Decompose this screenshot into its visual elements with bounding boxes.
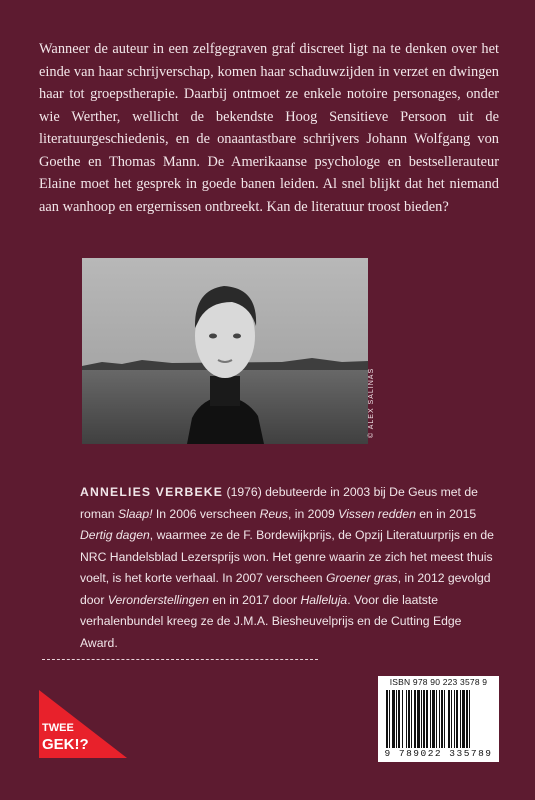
barcode-bar <box>462 690 465 748</box>
barcode-bar <box>406 690 407 748</box>
barcode-bar <box>432 690 435 748</box>
barcode-bar <box>421 690 422 748</box>
barcode-bar <box>454 690 455 748</box>
barcode-bar <box>451 690 452 748</box>
barcode-bar <box>448 690 450 748</box>
barcode-bar <box>389 690 390 748</box>
barcode-bar <box>408 690 410 748</box>
barcode-bar <box>469 690 470 748</box>
barcode-bar <box>402 690 403 748</box>
author-bio <box>80 482 498 654</box>
bio-text: . Voor die laatste verhalenbundel kreeg ze de J.M.A. Biesheuvelprijs en de Cutting Edge Award. <box>80 592 462 650</box>
barcode-bar <box>392 690 395 748</box>
bio-text: In 2006 verscheen <box>152 506 260 521</box>
bio-text: en in 2017 door <box>208 592 301 607</box>
bio-text: , in 2009 <box>288 506 339 521</box>
barcode-bar <box>441 690 443 748</box>
barcode-bars <box>386 690 492 748</box>
barcode-bar <box>423 690 425 748</box>
barcode-bar <box>414 690 416 748</box>
barcode-bar <box>456 690 458 748</box>
barcode-bar <box>417 690 420 748</box>
author-photo <box>82 258 368 444</box>
barcode-bar <box>386 690 388 748</box>
book-title: Halleluja <box>300 592 348 607</box>
photo-credit: © ALEX SALINAS <box>368 367 375 438</box>
barcode-bar <box>460 690 461 748</box>
barcode-bar <box>436 690 437 748</box>
barcode-bar <box>396 690 397 748</box>
logo-line2: GEK!? <box>42 736 89 753</box>
logo-line1: TWEE <box>42 722 74 734</box>
barcode-bar <box>444 690 445 748</box>
author-name: ANNELIES VERBEKE <box>80 485 224 499</box>
back-cover-blurb: Wanneer de auteur in een zelfgegraven graf discreet ligt na te denken over het einde van haar schrijverschap, komen haar schaduwzijden in verzet en dwingen haar tot groepstherapie. Daarbij ontmoet ze enkele notoire personages, onder wie Werther, wellicht de bekendste Hoog Sensitieve Persoon uit de literatuurgeschiedenis, en de onaantastbare schrijvers Johann Wolfgang von Goethe en Thomas Mann. De Amerikaanse psychologe en bestsellerauteur Elaine moet het gesprek in goede banen leiden. Al snel blijkt dat het niemand aan wanhoop en ergernissen ontbreekt. Kan de literatuur troost bieden? <box>39 41 499 215</box>
book-title: Dertig dagen <box>80 528 150 542</box>
barcode-bar <box>466 690 468 748</box>
book-title: Veronderstellingen <box>107 592 209 607</box>
bio-text: en in 2015 <box>415 506 477 521</box>
barcode-bar <box>398 690 400 748</box>
isbn-label: ISBN 978 90 223 3578 9 <box>389 677 488 687</box>
book-title: Reus <box>259 506 289 521</box>
book-title: Vissen redden <box>338 506 416 521</box>
dashed-divider <box>42 659 318 660</box>
book-title: Slaap! <box>117 506 153 521</box>
bio-text: , waarmee ze de F. Bordewijkprijs, de Opzij Literatuurprijs en de NRC Handelsblad Lezersprijs won. Het genre waarin ze zich het meest thuis voelt, is het korte verhaal. In 2007 verscheen <box>80 528 494 585</box>
bio-text: (1976) debuteerde in 2003 bij De Geus met de roman <box>80 485 478 521</box>
publisher-logo <box>39 688 127 758</box>
barcode-bar <box>426 690 428 748</box>
barcode-bar <box>411 690 412 748</box>
barcode-bar <box>439 690 440 748</box>
photo-credit-wrap <box>366 258 380 444</box>
isbn-barcode <box>378 676 499 762</box>
barcode-bar <box>430 690 431 748</box>
book-title: Groener gras <box>325 571 398 585</box>
barcode-digits: 9 789022 335789 <box>384 748 493 759</box>
bio-text: , in 2012 gevolgd door <box>80 571 491 607</box>
